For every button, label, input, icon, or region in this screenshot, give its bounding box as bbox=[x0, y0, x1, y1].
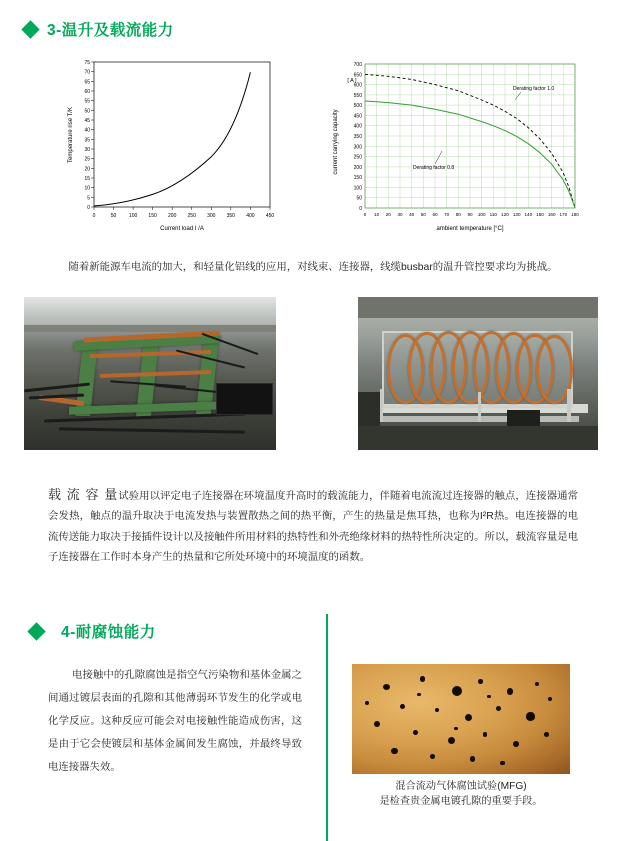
photo-mfg-corrosion-plate bbox=[352, 664, 570, 774]
svg-text:40: 40 bbox=[84, 127, 90, 134]
svg-text:50: 50 bbox=[110, 213, 117, 219]
svg-text:70: 70 bbox=[84, 69, 90, 76]
svg-text:250: 250 bbox=[187, 213, 196, 219]
svg-text:120: 120 bbox=[501, 212, 509, 217]
capacity-paragraph bbox=[48, 482, 578, 568]
svg-text:30: 30 bbox=[397, 212, 403, 217]
svg-text:50: 50 bbox=[84, 108, 90, 115]
svg-text:160: 160 bbox=[547, 212, 556, 217]
section-title-text: 4-耐腐蚀能力 bbox=[61, 624, 156, 641]
svg-text:140: 140 bbox=[524, 212, 533, 217]
photo-busbar-test-bench-image bbox=[24, 297, 276, 450]
svg-text:70: 70 bbox=[444, 212, 450, 217]
svg-text:55: 55 bbox=[84, 98, 90, 105]
y-axis-unit: [ A ] bbox=[347, 78, 357, 84]
svg-text:90: 90 bbox=[467, 212, 473, 217]
x-axis-label: ambient temperature [°C] bbox=[436, 226, 504, 232]
temperature-rise-chart-svg bbox=[42, 52, 292, 237]
svg-text:350: 350 bbox=[226, 213, 235, 219]
svg-text:150: 150 bbox=[353, 175, 362, 182]
svg-text:450: 450 bbox=[265, 213, 275, 219]
svg-text:10: 10 bbox=[84, 185, 90, 192]
capacity-lead-text: 载 流 容 量 bbox=[48, 487, 119, 502]
svg-text:0: 0 bbox=[92, 213, 96, 219]
svg-text:50: 50 bbox=[356, 195, 362, 202]
caption-line-1: 混合流动气体腐蚀试验(MFG) bbox=[395, 781, 527, 792]
svg-text:50: 50 bbox=[420, 212, 426, 217]
svg-text:300: 300 bbox=[207, 213, 216, 219]
svg-text:0: 0 bbox=[87, 205, 90, 211]
svg-text:180: 180 bbox=[571, 212, 579, 217]
svg-text:150: 150 bbox=[148, 213, 157, 219]
section-heading-corrosion-resistance bbox=[30, 620, 156, 642]
svg-text:300: 300 bbox=[353, 144, 362, 151]
svg-text:110: 110 bbox=[489, 212, 497, 217]
section-heading-temperature-rise bbox=[24, 18, 174, 40]
svg-text:200: 200 bbox=[168, 213, 177, 219]
photo-caption bbox=[352, 779, 570, 810]
svg-text:600: 600 bbox=[353, 82, 362, 89]
photo-busbar-test-bench bbox=[24, 297, 276, 450]
svg-text:700: 700 bbox=[353, 62, 362, 68]
svg-text:60: 60 bbox=[432, 212, 438, 217]
svg-text:5: 5 bbox=[87, 195, 90, 202]
svg-text:20: 20 bbox=[385, 212, 391, 217]
column-divider bbox=[326, 614, 328, 841]
svg-text:130: 130 bbox=[512, 212, 521, 217]
corrosion-paragraph: 电接触中的孔隙腐蚀是指空气污染物和基体金属之间通过镀层表面的孔隙和其他薄弱环节发生的化学或电化学反应。这种反应可能会对电接触性能造成伤害，这是由于它会使镀层和基体金属间发生腐蚀，并最终导致电连接器失效。 bbox=[48, 670, 302, 773]
current-carrying-capacity-chart bbox=[325, 50, 597, 240]
capacity-body-text: 试验用以评定电子连接器在环境温度升高时的载流能力，伴随着电流流过连接器的触点，连接器通常会发热，触点的温升取决于电流发热与装置散热之间的热平衡，产生的热量是焦耳热，也称为I²R热。电连接器的电流传送能力取决于接插件设计以及接触件所用材料的热特性和外壳绝缘材料的热特性所决定的。所以，载流容量是电子连接器在工作时本身产生的热量和它所处环境中的环境温度的函数。 bbox=[48, 491, 579, 563]
intro-paragraph: 随着新能源车电流的加大，和轻量化铝线的应用，对线束、连接器，线缆busbar的温升管控要求均为挑战。 bbox=[68, 262, 558, 273]
svg-text:150: 150 bbox=[536, 212, 544, 217]
svg-text:25: 25 bbox=[84, 156, 90, 163]
svg-text:40: 40 bbox=[409, 212, 415, 217]
svg-text:100: 100 bbox=[477, 212, 486, 217]
svg-text:35: 35 bbox=[84, 137, 90, 144]
y-axis-label: Temperature rise T/K bbox=[68, 107, 74, 163]
x-axis-label: Current load I /A bbox=[160, 226, 204, 232]
svg-text:65: 65 bbox=[84, 79, 90, 86]
svg-text:0: 0 bbox=[363, 212, 367, 217]
svg-text:15: 15 bbox=[84, 176, 90, 182]
svg-text:650: 650 bbox=[353, 72, 362, 79]
svg-text:450: 450 bbox=[353, 113, 362, 120]
section-title-text: 3-温升及载流能力 bbox=[47, 22, 174, 39]
svg-text:45: 45 bbox=[84, 118, 90, 124]
svg-text:200: 200 bbox=[353, 164, 362, 171]
svg-text:400: 400 bbox=[246, 213, 255, 219]
svg-text:75: 75 bbox=[84, 60, 90, 66]
svg-text:60: 60 bbox=[84, 89, 90, 95]
current-carrying-capacity-chart-svg bbox=[325, 50, 597, 240]
svg-text:170: 170 bbox=[559, 212, 568, 217]
diamond-bullet-icon bbox=[27, 622, 45, 640]
svg-text:250: 250 bbox=[353, 154, 362, 161]
svg-text:400: 400 bbox=[353, 123, 362, 130]
svg-text:100: 100 bbox=[128, 213, 138, 219]
svg-text:80: 80 bbox=[455, 212, 461, 217]
annotation-derating-0-8: Derating factor 0.8 bbox=[413, 165, 455, 171]
photo-copper-coil-rack-image bbox=[358, 297, 598, 450]
svg-text:350: 350 bbox=[353, 134, 362, 140]
y-axis-label: current carrying capacity bbox=[333, 109, 339, 175]
svg-text:500: 500 bbox=[353, 103, 362, 110]
photo-copper-coil-rack bbox=[358, 297, 598, 450]
svg-text:20: 20 bbox=[84, 166, 90, 173]
svg-text:10: 10 bbox=[374, 212, 380, 217]
annotation-derating-1-0: Derating factor 1.0 bbox=[513, 86, 555, 92]
svg-text:100: 100 bbox=[353, 185, 362, 192]
svg-text:550: 550 bbox=[353, 92, 362, 99]
diamond-bullet-icon bbox=[21, 20, 39, 38]
caption-line-2: 是检查贵金属电镀孔隙的重要手段。 bbox=[379, 796, 543, 808]
temperature-rise-chart bbox=[42, 52, 292, 237]
photo-mfg-corrosion-plate-image bbox=[352, 664, 570, 774]
svg-text:0: 0 bbox=[359, 206, 362, 212]
svg-text:30: 30 bbox=[84, 147, 90, 153]
